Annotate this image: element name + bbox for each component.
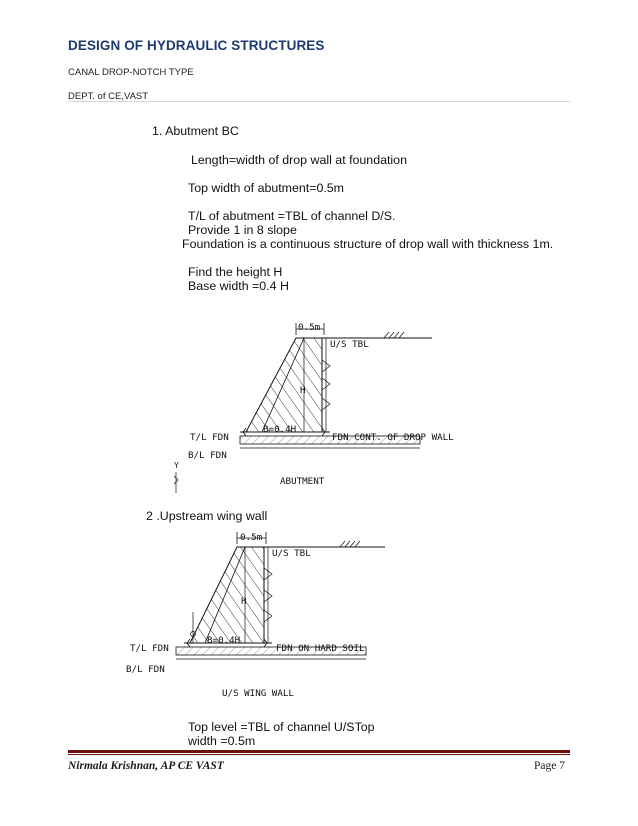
height-label: H (241, 596, 247, 607)
top-width-label: 0.5m (240, 532, 263, 543)
tbl-label: U/S TBL (272, 548, 311, 559)
section1-line: T/L of abutment =TBL of channel D/S. (188, 209, 396, 223)
backfill-marks (322, 338, 330, 432)
section1-line: Base width =0.4 H (188, 279, 289, 293)
footer-author: Nirmala Krishnan, AP CE VAST (68, 760, 224, 772)
document-subtitle: CANAL DROP-NOTCH TYPE (68, 67, 194, 78)
top-width-dimension (296, 322, 324, 335)
abutment-drawing (174, 322, 454, 493)
top-width-dimension (237, 532, 266, 544)
page-number: Page 7 (534, 760, 565, 772)
tl-fdn-label: T/L FDN (130, 643, 169, 654)
tl-fdn-label: T/L FDN (190, 432, 229, 443)
bl-fdn-label: B/L FDN (188, 450, 227, 461)
section1-line: Find the height H (188, 265, 283, 279)
document-title: DESIGN OF HYDRAULIC STRUCTURES (68, 38, 325, 53)
fdn-note-label: FDN ON HARD SOIL (276, 643, 365, 654)
section1-line: Provide 1 in 8 slope (188, 223, 297, 237)
ground-symbol (384, 332, 404, 338)
backfill-marks (264, 547, 272, 643)
top-width-label: 0.5m (298, 322, 321, 333)
height-label: H (300, 385, 306, 396)
section2-line: Top level =TBL of channel U/STop (188, 720, 375, 734)
abutment-wall (246, 338, 322, 432)
figure2-caption: U/S WING WALL (222, 688, 294, 699)
section1-line: Top width of abutment=0.5m (188, 181, 345, 195)
base-label: B=0.4H (207, 635, 241, 646)
section1-line: Length=width of drop wall at foundation (191, 153, 407, 167)
base-label: B=0.4H (263, 424, 297, 435)
ground-symbol (340, 541, 360, 547)
wing-wall-drawing (126, 532, 385, 699)
section2-heading: 2 .Upstream wing wall (146, 509, 268, 523)
bl-fdn-label: B/L FDN (126, 664, 165, 675)
tbl-label: U/S TBL (330, 339, 369, 350)
y-marker: Y (174, 461, 179, 470)
department-label: DEPT. of CE,VAST (68, 91, 149, 102)
figure1-caption: ABUTMENT (280, 476, 325, 487)
section1-heading: 1. Abutment BC (152, 124, 239, 138)
section2-line: width =0.5m (188, 734, 256, 748)
fdn-note-label: FDN CONT. OF DROP WALL (332, 432, 454, 443)
footer-divider-thin (68, 754, 570, 755)
wing-wall-body (190, 547, 264, 643)
section1-line: Foundation is a continuous structure of drop wall with thickness 1m. (182, 237, 554, 251)
footer-divider (68, 750, 570, 753)
